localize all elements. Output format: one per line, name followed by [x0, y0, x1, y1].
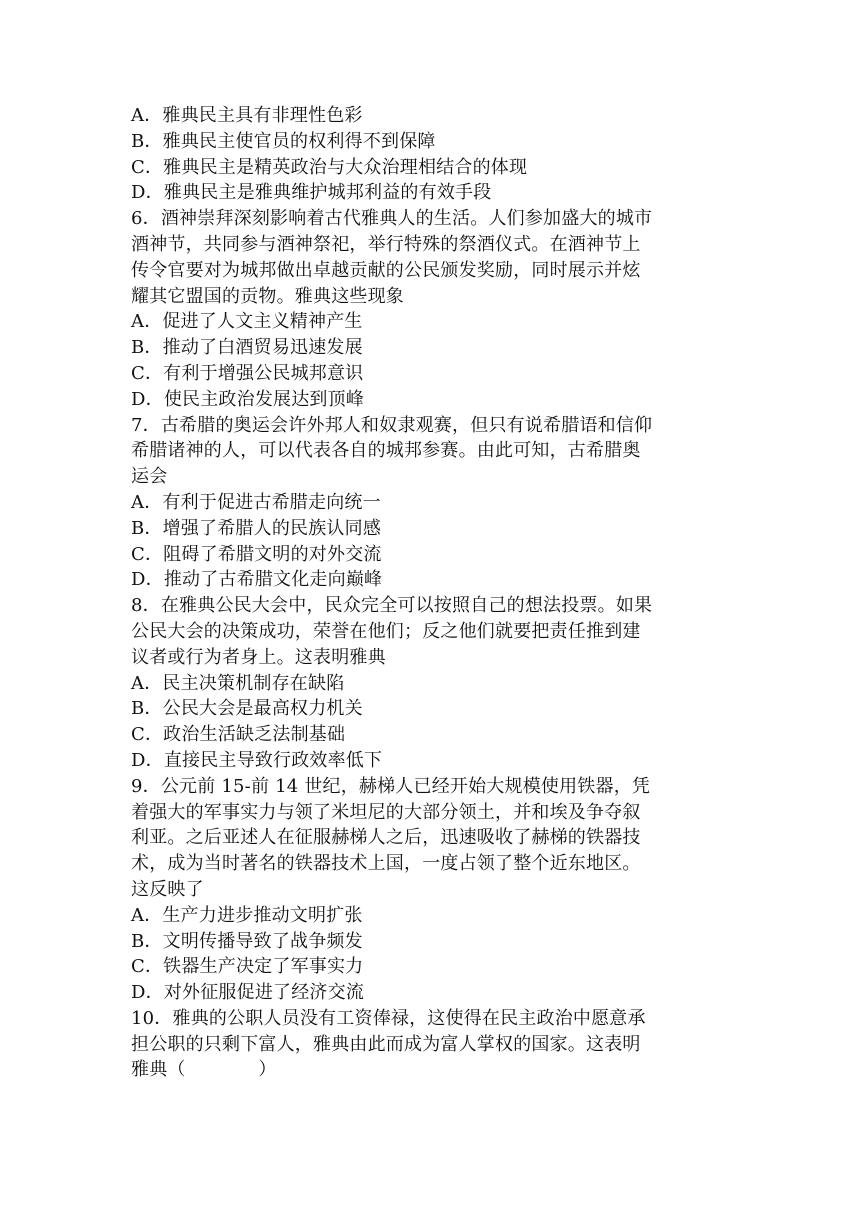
question-7	[131, 413, 731, 594]
question-stem-line: 议者或行为者身上。这表明雅典	[131, 646, 386, 668]
option-a: A．民主决策机制存在缺陷	[131, 672, 345, 694]
question-stem-line: 公民大会的决策成功，荣誉在他们；反之他们就要把责任推到建	[131, 620, 641, 642]
question-stem-line: 耀其它盟国的贡物。雅典这些现象	[131, 285, 404, 307]
question-stem-line: 希腊诸神的人，可以代表各自的城邦参赛。由此可知，古希腊奥	[131, 440, 641, 462]
option-d: D．推动了古希腊文化走向巅峰	[131, 569, 383, 591]
option-b: B．推动了白酒贸易迅速发展	[131, 337, 363, 359]
option-b: B．雅典民主使官员的权利得不到保障	[131, 130, 436, 152]
previous-question-options	[131, 103, 731, 206]
question-stem-line: 传令官要对为城邦做出卓越贡献的公民颁发奖励，同时展示并炫	[131, 259, 641, 281]
question-8	[131, 593, 731, 774]
option-c: C．雅典民主是精英政治与大众治理相结合的体现	[131, 156, 528, 178]
question-10	[131, 1006, 731, 1083]
question-stem-line: 术，成为当时著名的铁器技术上国，一度占领了整个近东地区。	[131, 853, 641, 875]
question-stem-line: 着强大的军事实力与领了米坦尼的大部分领土，并和埃及争夺叙	[131, 801, 641, 823]
option-d: D．使民主政治发展达到顶峰	[131, 388, 365, 410]
option-c: C．有利于增强公民城邦意识	[131, 362, 364, 384]
option-a: A．雅典民主具有非理性色彩	[131, 105, 363, 126]
option-c: C．政治生活缺乏法制基础	[131, 724, 346, 746]
option-b: B．文明传播导致了战争频发	[131, 930, 363, 952]
option-a: A．促进了人文主义精神产生	[131, 311, 363, 333]
question-stem-line: 这反映了	[131, 878, 204, 900]
question-9	[131, 774, 731, 1006]
option-b: B．公民大会是最高权力机关	[131, 698, 363, 720]
question-stem-line: 运会	[131, 466, 168, 488]
option-c: C．铁器生产决定了军事实力	[131, 956, 364, 978]
option-a: A．有利于促进古希腊走向统一	[131, 491, 381, 513]
option-d: D．直接民主导致行政效率低下	[131, 749, 383, 771]
question-stem-line: 利亚。之后亚述人在征服赫梯人之后，迅速吸收了赫梯的铁器技	[131, 827, 641, 849]
document-content	[131, 103, 731, 1083]
question-stem-line: 6．酒神崇拜深刻影响着古代雅典人的生活。人们参加盛大的城市	[131, 208, 653, 230]
question-stem-line: 9．公元前 15-前 14 世纪，赫梯人已经开始大规模使用铁器，凭	[131, 775, 651, 797]
option-c: C．阻碍了希腊文明的对外交流	[131, 543, 382, 565]
question-stem-line: 雅典（ ）	[131, 1059, 277, 1081]
option-b: B．增强了希腊人的民族认同感	[131, 517, 382, 539]
question-stem-line: 7．古希腊的奥运会许外邦人和奴隶观赛，但只有说希腊语和信仰	[131, 414, 653, 436]
question-stem-line: 担公职的只剩下富人，雅典由此而成为富人掌权的国家。这表明	[131, 1033, 641, 1055]
question-6	[131, 206, 731, 412]
question-stem-line: 酒神节，共同参与酒神祭祀，举行特殊的祭酒仪式。在酒神节上	[131, 233, 641, 255]
option-d: D．对外征服促进了经济交流	[131, 982, 365, 1004]
option-a: A．生产力进步推动文明扩张	[131, 904, 363, 926]
question-stem-line: 10．雅典的公职人员没有工资俸禄，这使得在民主政治中愿意承	[131, 1007, 646, 1029]
option-d: D．雅典民主是雅典维护城邦利益的有效手段	[131, 182, 492, 204]
question-stem-line: 8．在雅典公民大会中，民众完全可以按照自己的想法投票。如果	[131, 595, 653, 617]
